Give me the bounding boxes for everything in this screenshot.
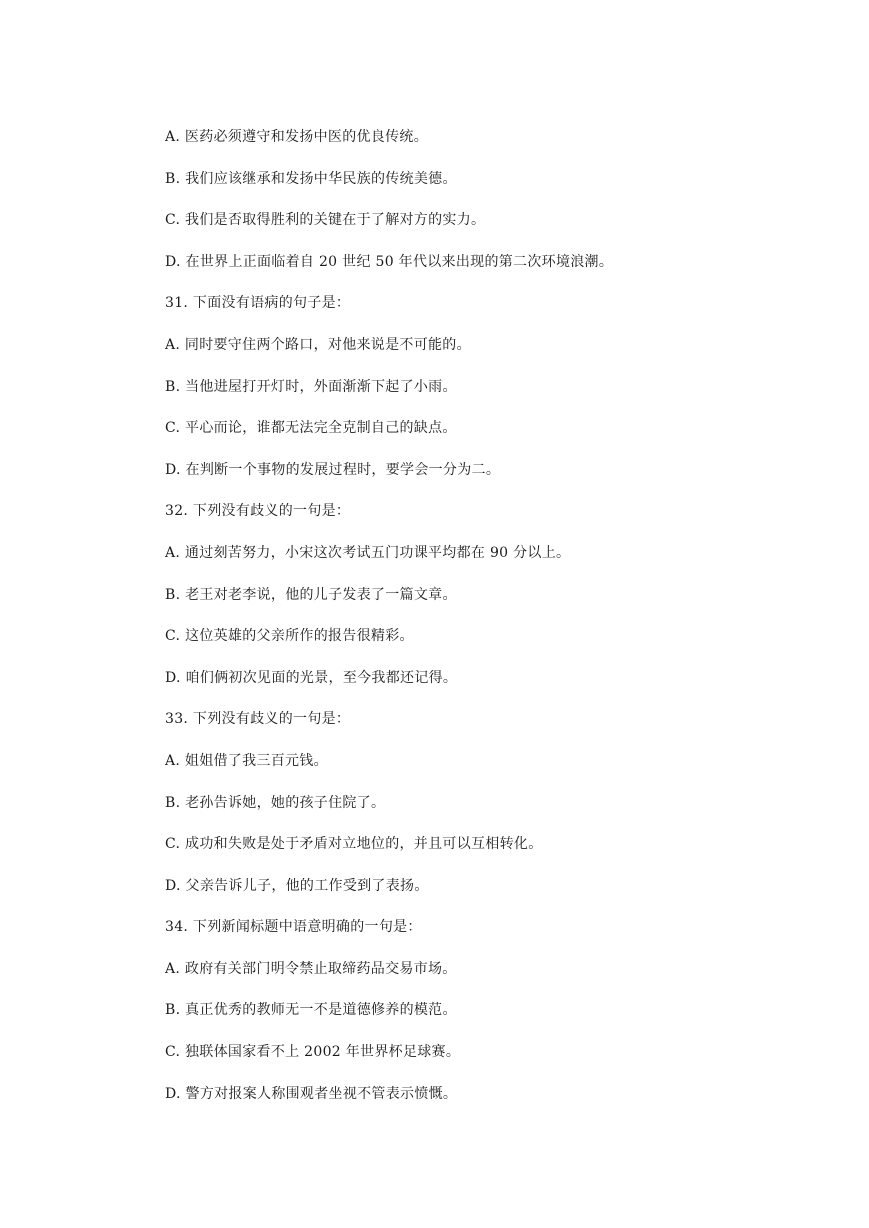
option-a: A. 政府有关部门明令禁止取缔药品交易市场。	[165, 960, 457, 977]
option-c: C. 这位英雄的父亲所作的报告很精彩。	[165, 628, 414, 645]
option-d: D. 警方对报案人称围观者坐视不管表示愤慨。	[165, 1085, 458, 1102]
option-d: D. 父亲告诉儿子，他的工作受到了表扬。	[165, 877, 429, 894]
option-c: C. 独联体国家看不上 2002 年世界杯足球赛。	[165, 1044, 461, 1061]
option-d: D. 在世界上正面临着自 20 世纪 50 年代以来出现的第二次环境浪潮。	[165, 253, 614, 270]
option-b: B. 老孙告诉她，她的孩子住院了。	[165, 794, 386, 811]
option-c: C. 平心而论，谁都无法完全克制自己的缺点。	[165, 420, 457, 437]
question-31: 31. 下面没有语病的句子是：	[165, 295, 351, 312]
question-34: 34. 下列新闻标题中语意明确的一句是：	[165, 919, 422, 936]
option-c: C. 成功和失败是处于矛盾对立地位的，并且可以互相转化。	[165, 836, 543, 853]
option-c: C. 我们是否取得胜利的关键在于了解对方的实力。	[165, 212, 486, 229]
option-d: D. 咱们俩初次见面的光景，至今我都还记得。	[165, 669, 458, 686]
question-32: 32. 下列没有歧义的一句是：	[165, 503, 351, 520]
option-b: B. 我们应该继承和发扬中华民族的传统美德。	[165, 170, 457, 187]
option-d: D. 在判断一个事物的发展过程时，要学会一分为二。	[165, 461, 501, 478]
question-list	[165, 123, 815, 1121]
question-33: 33. 下列没有歧义的一句是：	[165, 711, 351, 728]
option-a: A. 医药必须遵守和发扬中医的优良传统。	[165, 129, 429, 145]
option-b: B. 老王对老李说，他的儿子发表了一篇文章。	[165, 586, 457, 603]
option-a: A. 通过刻苦努力，小宋这次考试五门功课平均都在 90 分以上。	[165, 544, 571, 561]
option-b: B. 当他进屋打开灯时，外面渐渐下起了小雨。	[165, 378, 457, 395]
option-b: B. 真正优秀的教师无一不是道德修养的模范。	[165, 1002, 457, 1019]
option-a: A. 姐姐借了我三百元钱。	[165, 752, 328, 769]
option-a: A. 同时要守住两个路口，对他来说是不可能的。	[165, 336, 471, 353]
